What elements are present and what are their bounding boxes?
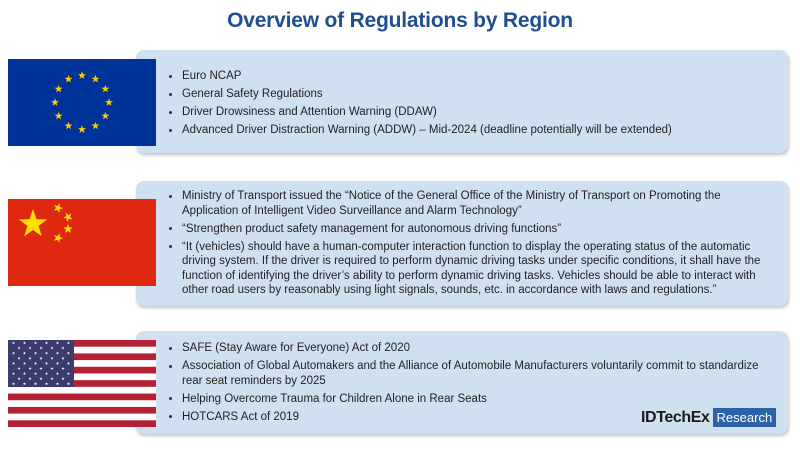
bullet-list [136,50,788,138]
region-panel-eu [136,50,788,153]
china-flag [8,199,156,286]
bullet-list [136,181,788,298]
list-item: Association of Global Automakers and the Alliance of Automobile Manufacturers voluntarily commit to standardize rear seat reminders by 2025 [182,359,774,388]
eu-flag [8,59,156,146]
page-title: Overview of Regulations by Region [227,9,573,32]
list-item: Advanced Driver Distraction Warning (ADDW) – Mid-2024 (deadline potentially will be extended) [182,123,774,138]
list-item: HOTCARS Act of 2019 [182,410,774,425]
us-flag [8,340,156,427]
list-item: Ministry of Transport issued the “Notice of the General Office of the Ministry of Transport on Promoting the Application of Intelligent Video Surveillance and Alarm Technology” [182,189,774,218]
list-item: SAFE (Stay Aware for Everyone) Act of 2020 [182,341,774,356]
us-stripe [8,420,156,427]
list-item: Driver Drowsiness and Attention Warning (DDAW) [182,105,774,120]
list-item: “Strengthen product safety management for autonomous driving functions” [182,222,774,237]
list-item: Helping Overcome Trauma for Children Alone in Rear Seats [182,392,774,407]
list-item: Euro NCAP [182,69,774,84]
logo-tag: Research [713,408,777,427]
us-stripe [8,407,156,414]
us-stripe [8,394,156,401]
list-item: “It (vehicles) should have a human-computer interaction function to display the operating status of the automatic driving system. If the driver is required to perform dynamic driving tasks under specific conditions, it shall have the function of identifying the driver’s ability to perform dynamic driving tasks. Vehicles should be able to interact with other road users by reasonably using light signals, sounds, etc. in accordance with laws and regulations.” [182,240,774,298]
logo-name: IDTechEx [641,409,710,426]
list-item: General Safety Regulations [182,87,774,102]
idtechex-logo [641,408,776,427]
region-panel-china [136,181,788,306]
